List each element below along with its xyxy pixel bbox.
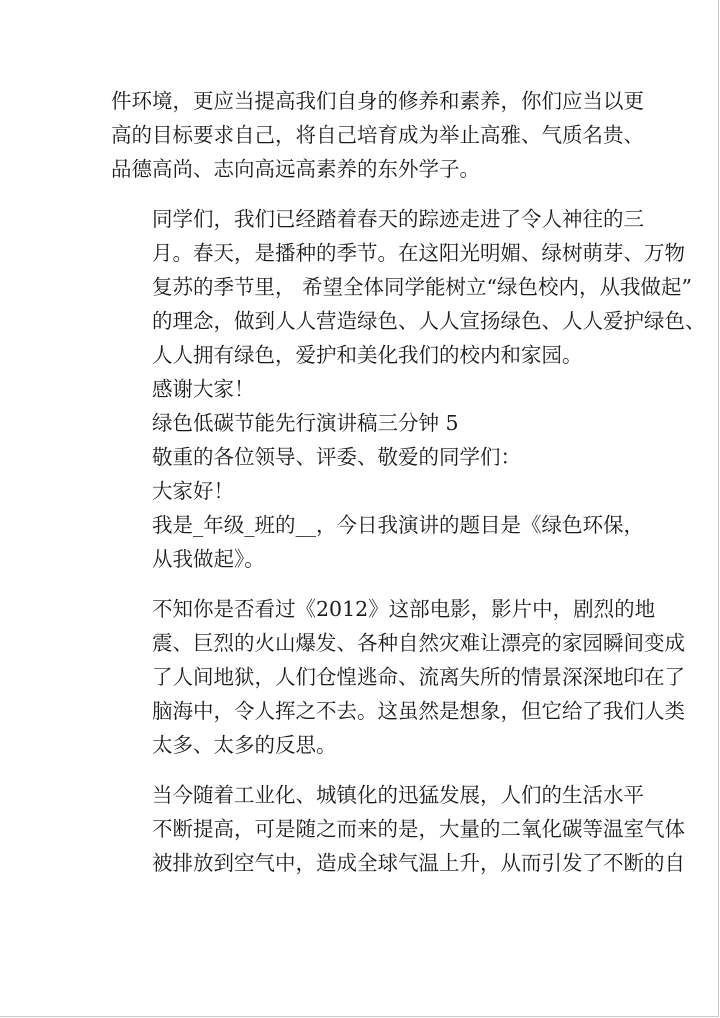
text-line: 我是_年级_班的__，今日我演讲的题目是《绿色环保， (152, 513, 644, 537)
text-line: 同学们，我们已经踏着春天的踪迹走进了令人神往的三 (152, 207, 644, 231)
paragraph-introduction (111, 508, 644, 576)
paragraph-spring (111, 202, 706, 372)
paragraph-salutation (111, 440, 611, 474)
section-heading (111, 406, 611, 440)
text-line: 被排放到空气中，造成全球气温上升，从而引发了不断的自 (152, 851, 685, 875)
text-line: 脑海中，令人挥之不去。这虽然是想象，但它给了我们人类 (152, 699, 685, 723)
text-line: 太多、太多的反思。 (152, 733, 337, 757)
text-line: 月。春天，是播种的季节。在这阳光明媚、绿树萌芽、万物 (152, 241, 685, 265)
text-line: 大家好！ (152, 479, 234, 503)
text-line: 人人拥有绿色，爱护和美化我们的校内和家园。 (152, 343, 583, 367)
text-line: 当今随着工业化、城镇化的迅猛发展，人们的生活水平 (152, 783, 644, 807)
text-line: 的理念，做到人人营造绿色、人人宣扬绿色、人人爱护绿色、 (152, 309, 706, 333)
text-line: 了人间地狱，人们仓惶逃命、流离失所的情景深深地印在了 (152, 665, 685, 689)
text-line: 件环境，更应当提高我们自身的修养和素养，你们应当以更 (111, 89, 644, 113)
paragraph-thanks (111, 372, 611, 406)
text-line: 高的目标要求自己，将自己培育成为举止高雅、气质名贵、 (111, 123, 644, 147)
paragraph-movie (111, 592, 685, 762)
text-line: 不断提高，可是随之而来的是，大量的二氧化碳等温室气体 (152, 817, 685, 841)
text-line: 绿色低碳节能先行演讲稿三分钟 5 (152, 411, 459, 435)
paragraph-continuation (111, 84, 644, 186)
text-line: 震、巨烈的火山爆发、各种自然灾难让漂亮的家园瞬间变成 (152, 631, 685, 655)
text-line: 复苏的季节里， 希望全体同学能树立“绿色校内，从我做起” (152, 275, 692, 299)
text-line: 敬重的各位领导、评委、敬爱的同学们： (152, 445, 521, 469)
text-line: 从我做起》。 (152, 547, 265, 571)
document-body (111, 84, 706, 880)
paragraph-industrialization (111, 778, 685, 880)
text-line: 感谢大家！ (152, 377, 255, 401)
text-line: 不知你是否看过《2012》这部电影，影片中，剧烈的地 (152, 597, 656, 621)
text-line: 品德高尚、志向高远高素养的东外学子。 (111, 157, 480, 181)
paragraph-greeting (111, 474, 611, 508)
